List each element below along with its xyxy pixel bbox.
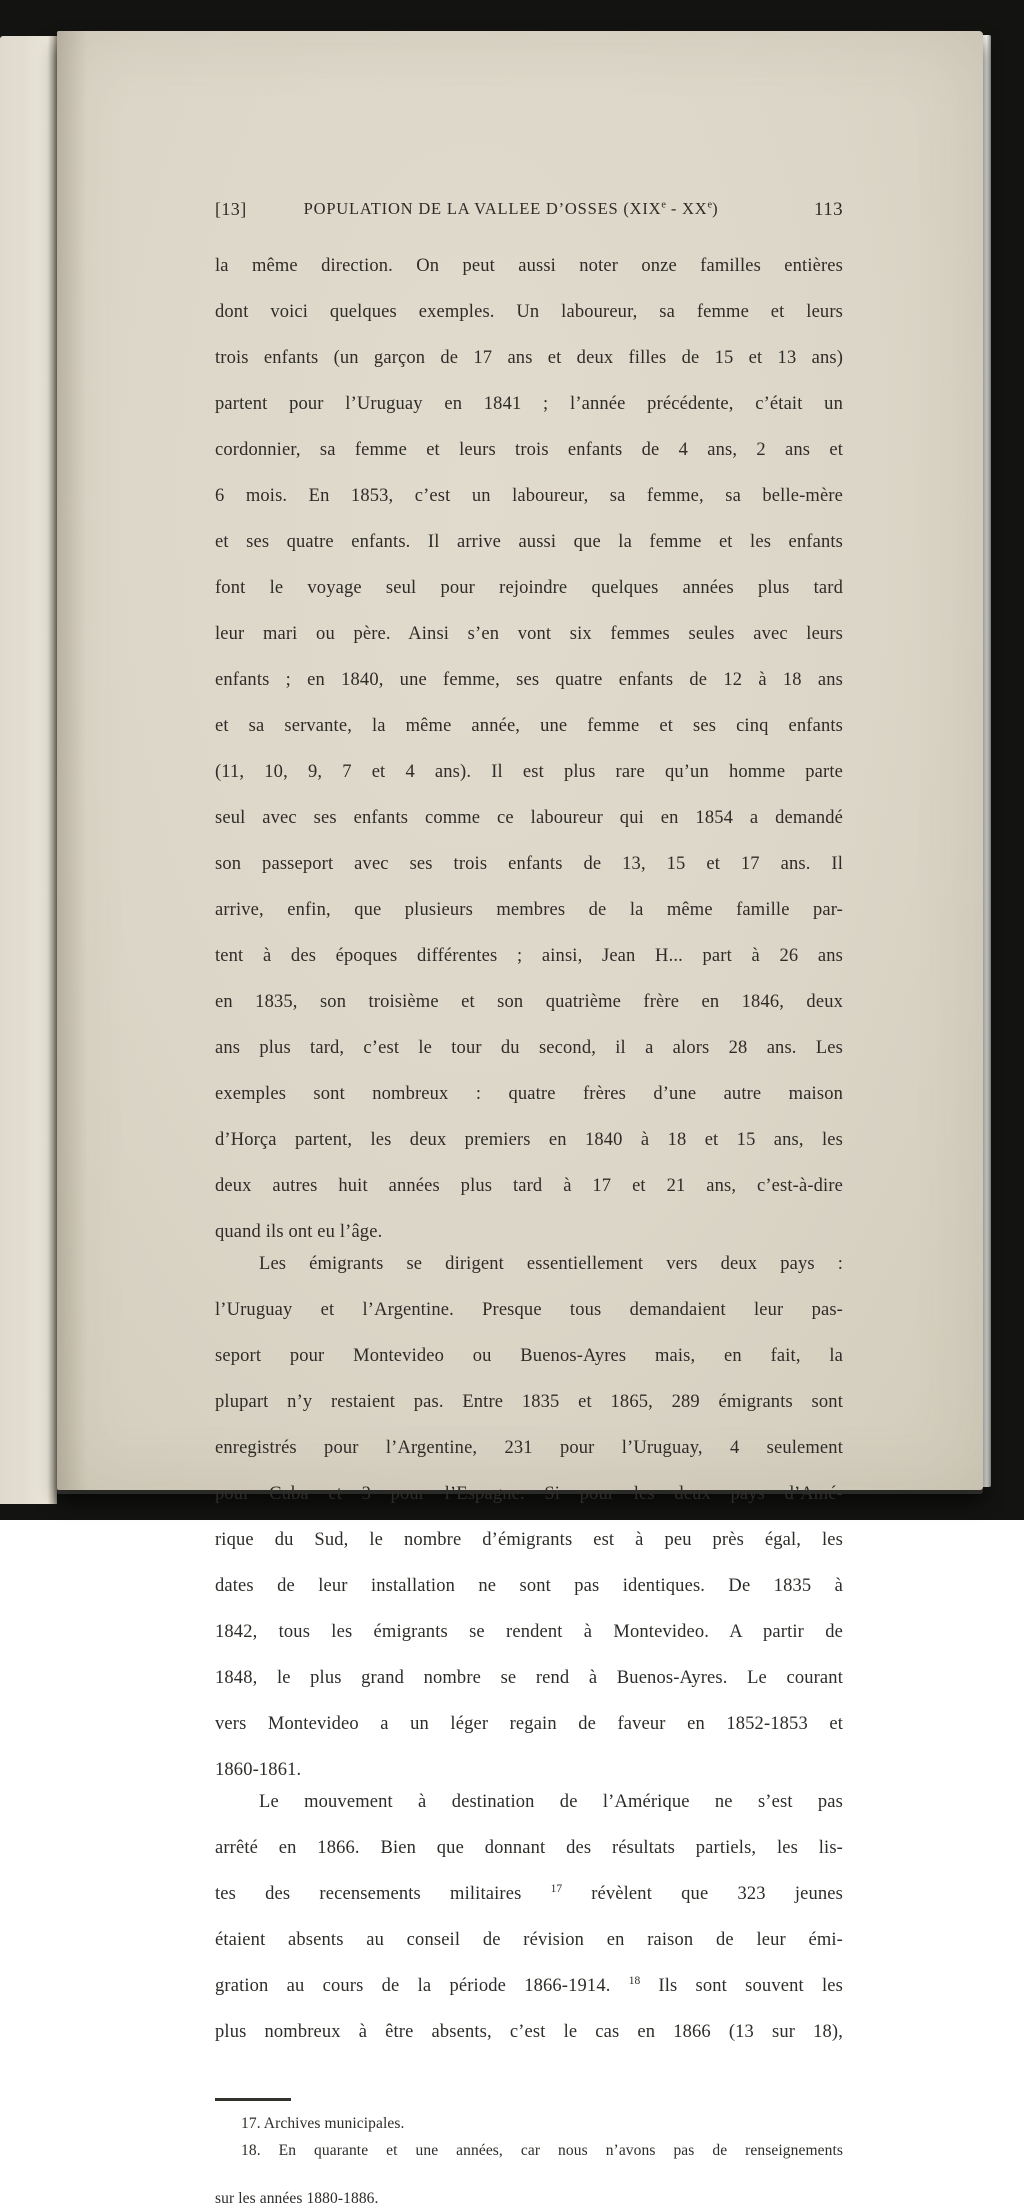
text-line: tes des recensements militaires $^{17}$ révèlent que 323 jeunes	[215, 1882, 843, 1904]
paragraph	[215, 1253, 843, 1782]
text-line: seul avec ses enfants comme ce laboureur qui en 1854 a demandé	[215, 808, 843, 828]
text-line: Le mouvement à destination de l’Amérique ne s’est pas	[259, 1792, 843, 1812]
text-line: Les émigrants se dirigent essentiellement vers deux pays :	[259, 1254, 843, 1274]
text-line: la même direction. On peut aussi noter onze familles entières	[215, 256, 843, 276]
footnote-rule	[215, 2098, 291, 2101]
text-line: et ses quatre enfants. Il arrive aussi que la femme et les enfants	[215, 532, 843, 552]
paragraph	[215, 2139, 843, 2211]
text-line: vers Montevideo a un léger regain de faveur en 1852-1853 et	[215, 1714, 843, 1734]
text-line: en 1835, son troisième et son quatrième frère en 1846, deux	[215, 992, 843, 1012]
text-line: arrêté en 1866. Bien que donnant des résultats partiels, les lis-	[215, 1838, 843, 1858]
text-line: et sa servante, la même année, une femme et ses cinq enfants	[215, 716, 843, 736]
text-line: leur mari ou père. Ainsi s’en vont six femmes seules avec leurs	[215, 624, 843, 644]
text-line: font le voyage seul pour rejoindre quelques années plus tard	[215, 578, 843, 598]
text-line: 1842, tous les émigrants se rendent à Montevideo. A partir de	[215, 1622, 843, 1642]
text-line: seport pour Montevideo ou Buenos-Ayres mais, en fait, la	[215, 1346, 843, 1366]
text-line: plupart n’y restaient pas. Entre 1835 et 1865, 289 émigrants sont	[215, 1392, 843, 1412]
text-line: 1860-1861.	[215, 1760, 302, 1780]
page-header	[215, 199, 843, 225]
paragraph	[215, 1791, 843, 2067]
section-ref: [13]	[215, 199, 247, 219]
text-line: deux autres huit années plus tard à 17 et 21 ans, c’est-à-dire	[215, 1176, 843, 1196]
text-line: gration au cours de la période 1866-1914. $^{18}$ Ils sont souvent les	[215, 1974, 843, 1996]
text-line: ans plus tard, c’est le tour du second, il a alors 28 ans. Les	[215, 1038, 843, 1058]
text-line: quand ils ont eu l’âge.	[215, 1222, 383, 1242]
text-line: 1848, le plus grand nombre se rend à Buenos-Ayres. Le courant	[215, 1668, 843, 1688]
text-line: arrive, enfin, que plusieurs membres de la même famille par-	[215, 900, 843, 920]
text-line: exemples sont nombreux : quatre frères d’une autre maison	[215, 1084, 843, 1104]
text-line: enfants ; en 1840, une femme, ses quatre enfants de 12 à 18 ans	[215, 670, 843, 690]
text-line: cordonnier, sa femme et leurs trois enfants de 4 ans, 2 ans et	[215, 440, 843, 460]
text-line: trois enfants (un garçon de 17 ans et deux filles de 15 et 13 ans)	[215, 348, 843, 368]
text-line: partent pour l’Uruguay en 1841 ; l’année précédente, c’était un	[215, 394, 843, 414]
facing-page-edge	[0, 36, 57, 1504]
page-number: 113	[814, 199, 843, 220]
text-line: plus nombreux à être absents, c’est le cas en 1866 (13 sur 18),	[215, 2022, 843, 2042]
text-line: dont voici quelques exemples. Un laboureur, sa femme et leurs	[215, 302, 843, 322]
paragraph	[215, 2112, 843, 2136]
footnote-line: 17. Archives municipales.	[241, 2115, 405, 2132]
text-line: enregistrés pour l’Argentine, 231 pour l’Uruguay, 4 seulement	[215, 1438, 843, 1458]
text-line: l’Uruguay et l’Argentine. Presque tous demandaient leur pas-	[215, 1300, 843, 1320]
text-line: pour Cuba et 3 pour l’Espagne. Si pour les deux pays d’Amé-	[215, 1484, 843, 1504]
text-line: son passeport avec ses trois enfants de 13, 15 et 17 ans. Il	[215, 854, 843, 874]
text-line: étaient absents au conseil de révision en raison de leur émi-	[215, 1930, 843, 1950]
text-line: d’Horça partent, les deux premiers en 1840 à 18 et 15 ans, les	[215, 1130, 843, 1150]
footnote-line: 18. En quarante et une années, car nous n’avons pas de renseignements	[241, 2142, 843, 2159]
text-line: rique du Sud, le nombre d’émigrants est à peu près égal, les	[215, 1530, 843, 1550]
page-content	[57, 31, 983, 2211]
running-title: POPULATION DE LA VALLEE D’OSSES (XIXe - XXe)	[303, 199, 719, 218]
footnotes	[215, 2112, 843, 2211]
page-stack-edge	[983, 35, 991, 1487]
footnote-line: sur les années 1880-1886.	[215, 2190, 379, 2207]
text-line: (11, 10, 9, 7 et 4 ans). Il est plus rare qu’un homme parte	[215, 762, 843, 782]
text-line: dates de leur installation ne sont pas identiques. De 1835 à	[215, 1576, 843, 1596]
book-page	[57, 31, 983, 2207]
text-line: tent à des époques différentes ; ainsi, Jean H... part à 26 ans	[215, 946, 843, 966]
paragraph	[215, 255, 843, 1244]
text-line: 6 mois. En 1853, c’est un laboureur, sa femme, sa belle-mère	[215, 486, 843, 506]
page-body	[215, 255, 843, 2067]
